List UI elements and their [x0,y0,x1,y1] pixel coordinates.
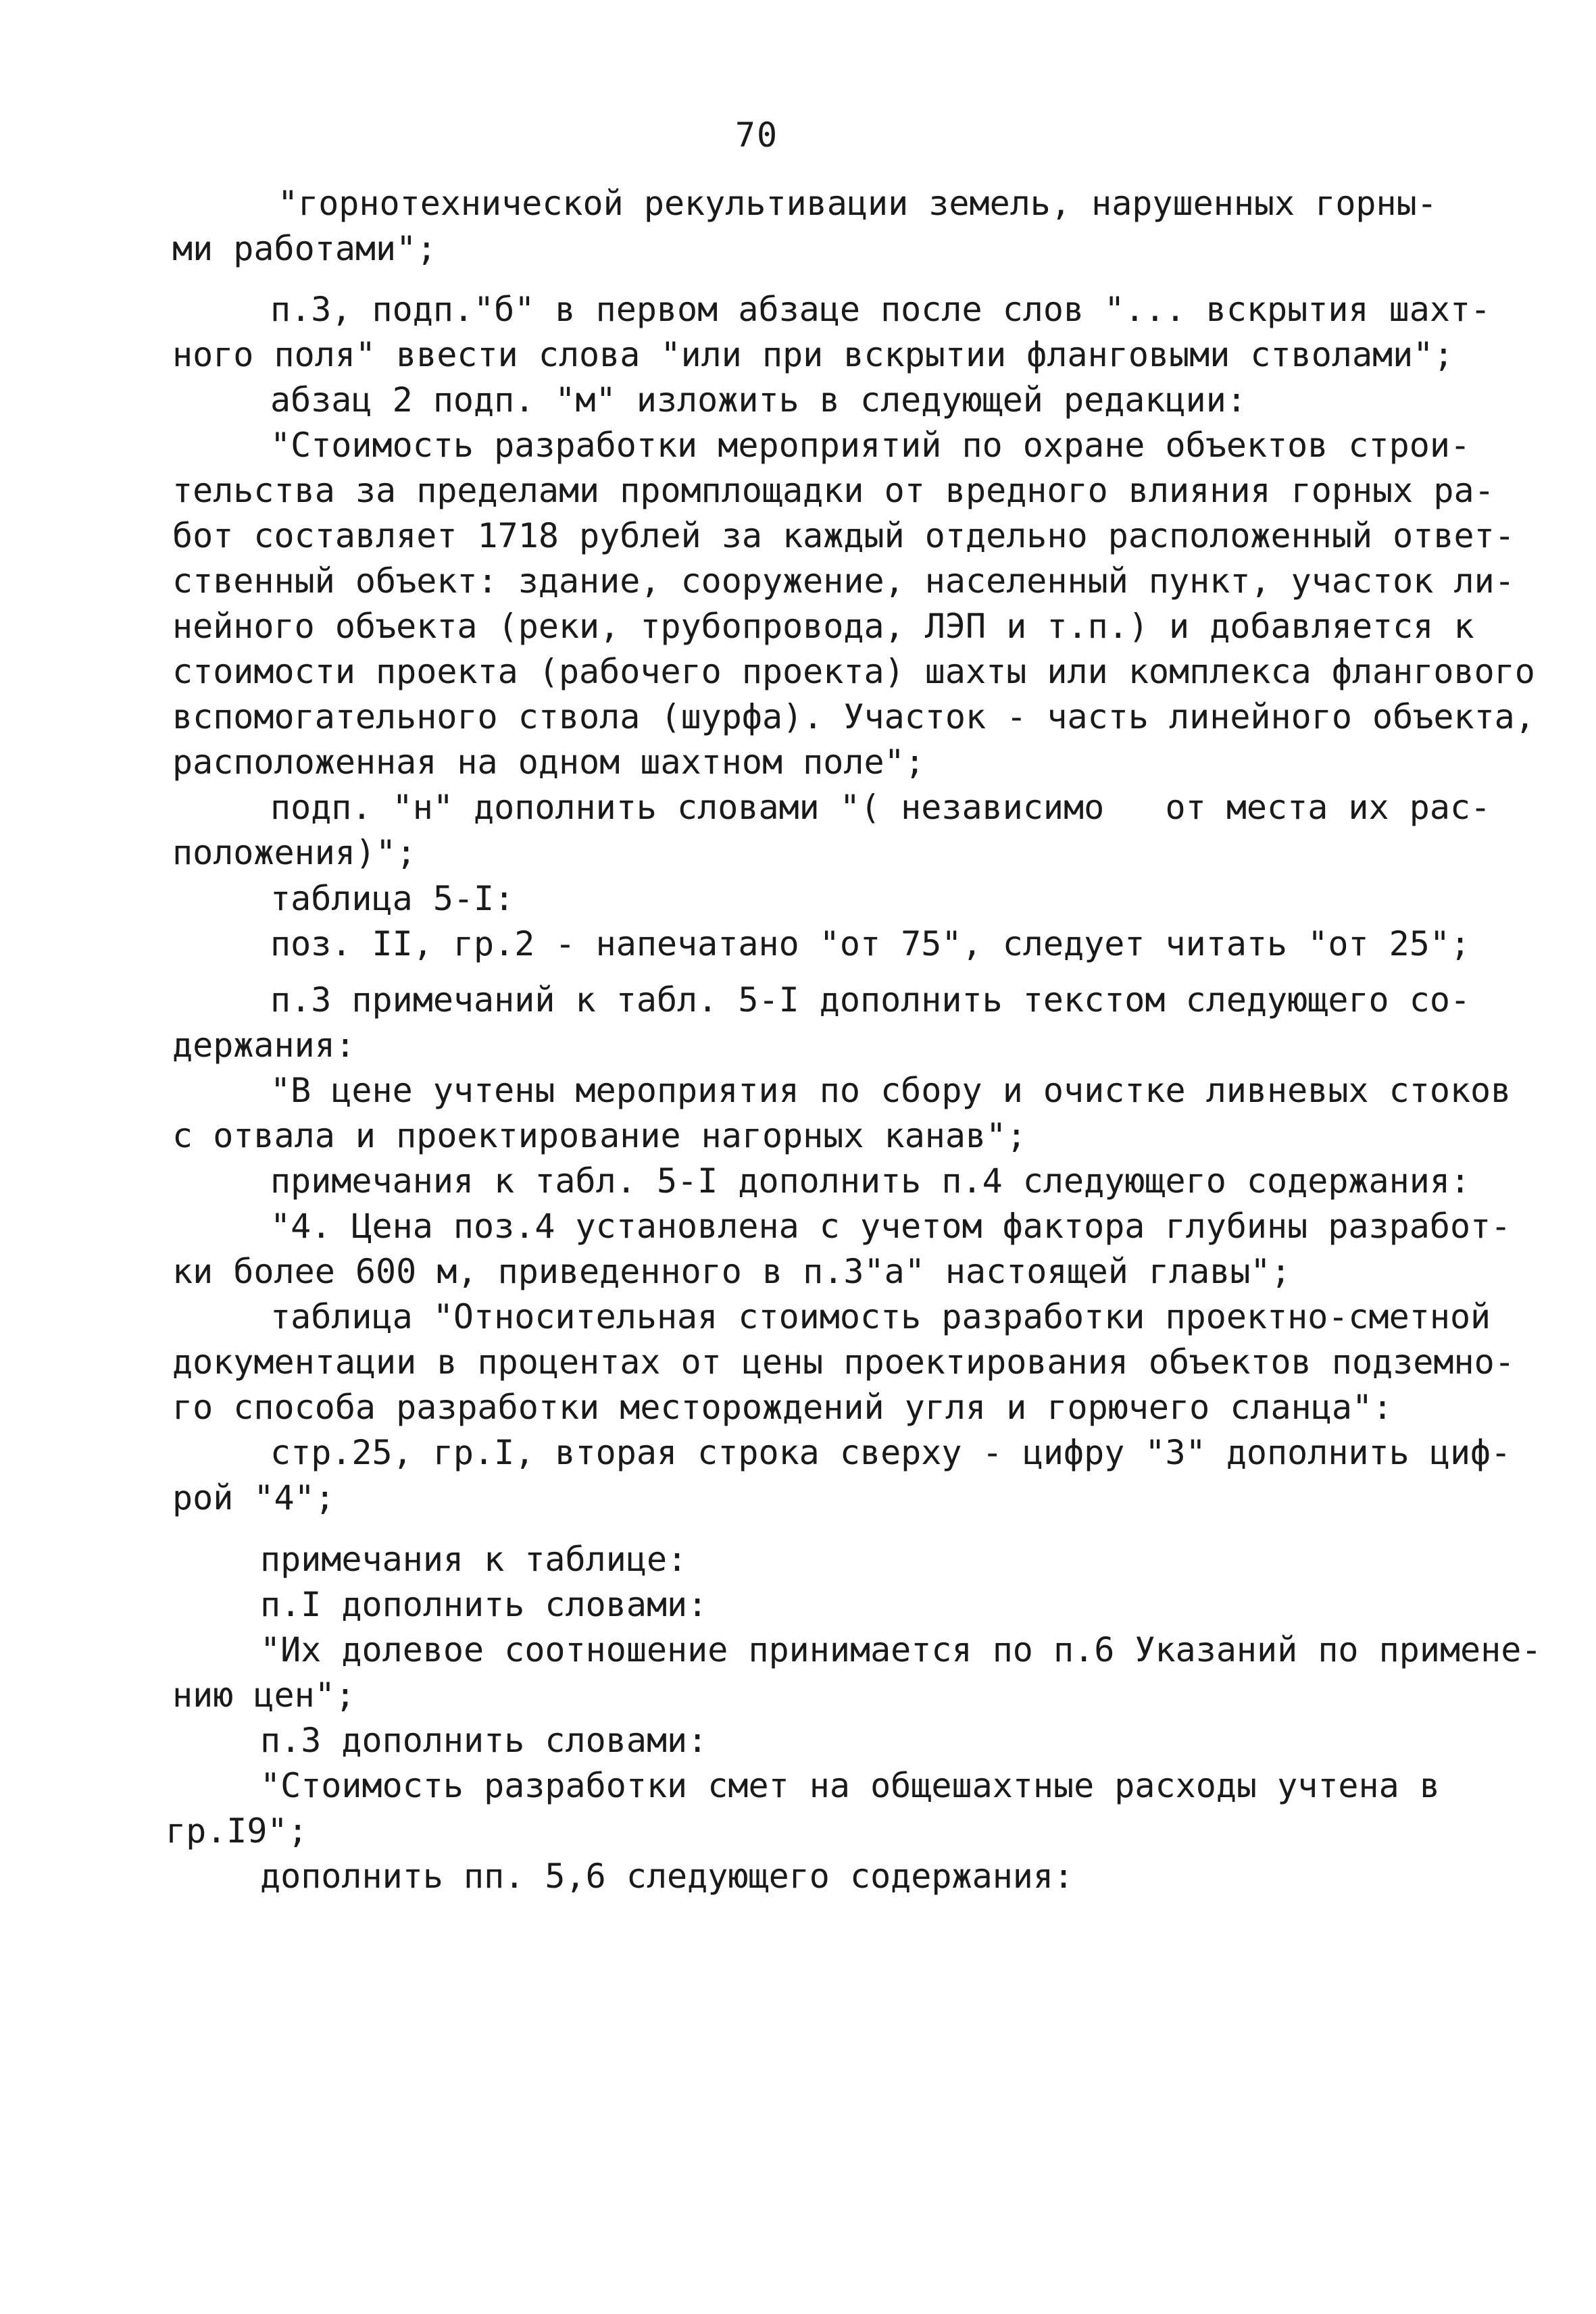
text-line: го способа разработки месторождений угля и горючего сланца": [172,1388,1393,1427]
text-line: документации в процентах от цены проектирования объектов подземно- [172,1342,1515,1382]
text-line: держания: [172,1026,355,1065]
text-line: примечания к табл. 5-I дополнить п.4 следующего содержания: [270,1161,1471,1201]
text-line: "горнотехнической рекультивации земель, нарушенных горны- [278,184,1437,223]
text-line: расположенная на одном шахтном поле"; [172,743,925,782]
text-line: таблица 5-I: [270,879,515,918]
text-line: п.3 примечаний к табл. 5-I дополнить текстом следующего со- [270,980,1471,1020]
text-line: п.I дополнить словами: [260,1585,708,1624]
text-line: таблица "Относительная стоимость разработки проектно-сметной [270,1297,1491,1336]
text-line: нию цен"; [172,1676,355,1715]
text-line: гр.I9"; [166,1811,308,1851]
text-line: ного поля" ввести слова "или при вскрытии фланговыми стволами"; [172,335,1454,374]
text-line: подп. "н" дополнить словами "( независимо от места их рас- [270,788,1491,827]
text-line: п.3, подп."б" в первом абзаце после слов "... вскрытия шахт- [270,290,1491,329]
text-line: стоимости проекта (рабочего проекта) шахты или комплекса флангового [172,652,1535,691]
text-line: положения)"; [172,833,417,872]
text-line: "Стоимость разработки смет на общешахтные расходы учтена в [260,1766,1440,1805]
text-line: ми работами"; [172,229,437,268]
text-line: стр.25, гр.I, вторая строка сверху - цифру "3" дополнить циф- [270,1433,1512,1472]
text-line: "4. Цена поз.4 установлена с учетом фактора глубины разработ- [270,1207,1512,1246]
page-number: 70 [734,116,779,155]
text-line: рой "4"; [172,1478,335,1517]
text-line: дополнить пп. 5,6 следующего содержания: [260,1857,1074,1896]
text-line: "Стоимость разработки мероприятий по охране объектов строи- [270,426,1471,465]
text-line: ки более 600 м, приведенного в п.3"а" настоящей главы"; [172,1252,1291,1291]
text-line: нейного объекта (реки, трубопровода, ЛЭП и т.п.) и добавляется к [172,607,1474,646]
text-line: "Их долевое соотношение принимается по п.6 Указаний по примене- [260,1630,1542,1669]
text-line: вспомогательного ствола (шурфа). Участок - часть линейного объекта, [172,697,1535,736]
text-line: примечания к таблице: [260,1540,688,1579]
text-line: ственный объект: здание, сооружение, населенный пункт, участок ли- [172,561,1515,601]
text-line: п.3 дополнить словами: [260,1721,708,1760]
text-line: тельства за пределами промплощадки от вредного влияния горных ра- [172,471,1495,510]
text-line: "В цене учтены мероприятия по сбору и очистке ливневых стоков [270,1071,1512,1110]
text-line: с отвала и проектирование нагорных канав"; [172,1116,1027,1155]
text-line: поз. II, гр.2 - напечатано "от 75", следует читать "от 25"; [270,924,1471,963]
text-line: абзац 2 подп. "м" изложить в следующей редакции: [270,380,1247,420]
text-line: бот составляет 1718 рублей за каждый отдельно расположенный ответ- [172,516,1515,555]
